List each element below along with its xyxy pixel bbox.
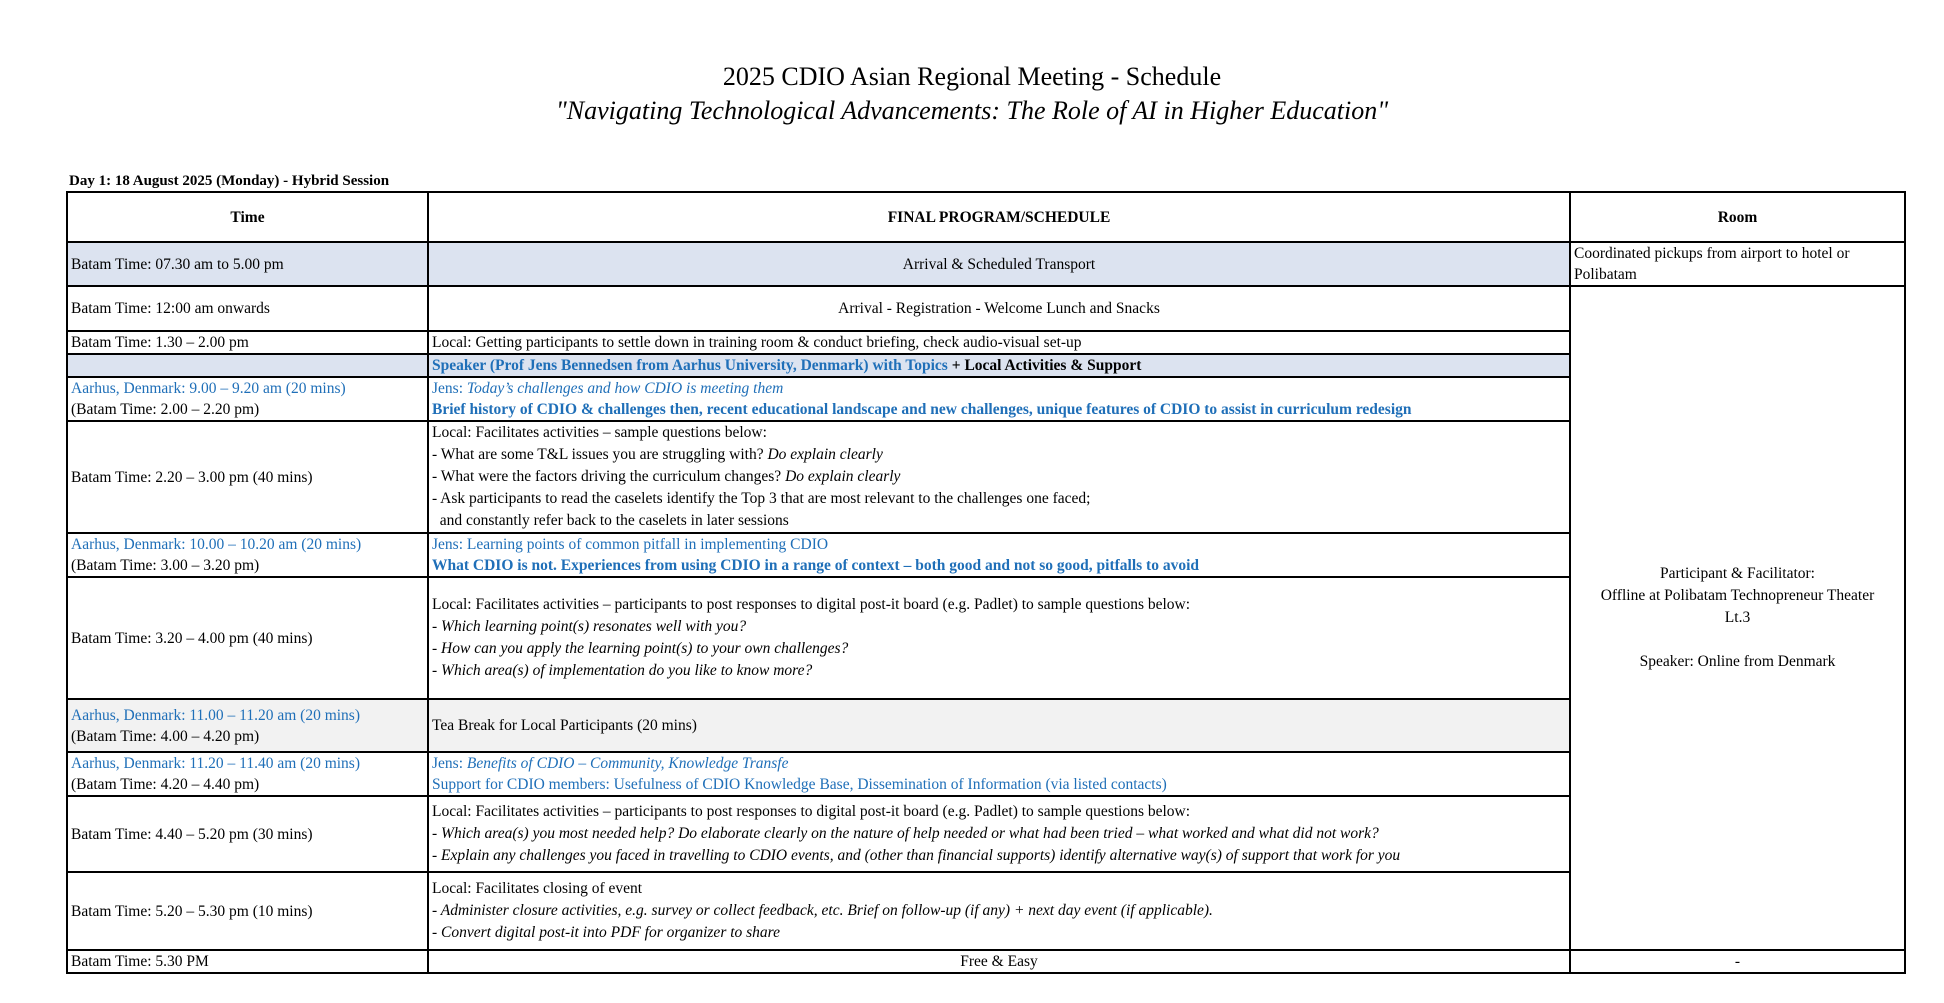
aarhus-time: Aarhus, Denmark: 11.00 – 11.20 am (20 mins) <box>71 706 360 724</box>
time-cell: Batam Time: 1.30 – 2.00 pm <box>67 331 428 354</box>
batam-time: (Batam Time: 3.00 – 3.20 pm) <box>71 557 260 574</box>
program-cell: Tea Break for Local Participants (20 mins) <box>428 699 1570 752</box>
room-line: Speaker: Online from Denmark <box>1639 653 1836 670</box>
room-cell: - <box>1570 950 1905 973</box>
column-header-program: FINAL PROGRAM/SCHEDULE <box>428 192 1570 242</box>
activity-question: and constantly refer back to the caselets in later sessions <box>432 512 789 529</box>
program-cell: Free & Easy <box>428 950 1570 973</box>
batam-time: (Batam Time: 2.00 – 2.20 pm) <box>71 401 260 418</box>
program-cell <box>428 577 1570 699</box>
time-cell: Batam Time: 3.20 – 4.00 pm (40 mins) <box>67 577 428 699</box>
program-cell <box>428 377 1570 421</box>
aarhus-time: Aarhus, Denmark: 10.00 – 10.20 am (20 mins) <box>71 536 362 553</box>
table-header-row <box>67 192 1905 242</box>
time-cell: Batam Time: 5.20 – 5.30 pm (10 mins) <box>67 872 428 950</box>
program-cell <box>428 872 1570 950</box>
table-row-free <box>67 950 1905 973</box>
time-cell <box>67 377 428 421</box>
day-label: Day 1: 18 August 2025 (Monday) - Hybrid Session <box>69 173 390 189</box>
batam-time: (Batam Time: 4.00 – 4.20 pm) <box>71 727 260 745</box>
batam-time: (Batam Time: 4.20 – 4.40 pm) <box>71 776 260 793</box>
activity-question: - Explain any challenges you faced in travelling to CDIO events, and (other than financial supports) identify alternative way(s) of support that work for you <box>432 847 1401 864</box>
program-cell <box>428 752 1570 796</box>
room-line: Lt.3 <box>1724 609 1751 626</box>
schedule-table <box>66 191 1906 974</box>
room-line: Participant & Facilitator: <box>1660 565 1815 582</box>
session-detail: Brief history of CDIO & challenges then, recent educational landscape and new challenges, unique features of CDIO to assist in curriculum redesign <box>432 401 1412 418</box>
table-row-arrival <box>67 242 1905 286</box>
time-cell: Batam Time: 4.40 – 5.20 pm (30 mins) <box>67 796 428 872</box>
aarhus-time: Aarhus, Denmark: 11.20 – 11.40 am (20 mins) <box>71 755 360 772</box>
activity-intro: Local: Facilitates closing of event <box>432 880 643 897</box>
program-cell: Arrival - Registration - Welcome Lunch and Snacks <box>428 286 1570 331</box>
activity-question: - Which area(s) of implementation do you like to know more? <box>432 662 813 679</box>
local-support-text: + Local Activities & Support <box>947 357 1142 374</box>
page-title: 2025 CDIO Asian Regional Meeting - Schedule <box>722 62 1222 91</box>
activity-question: - What are some T&L issues you are struggling with? Do explain clearly <box>432 446 883 463</box>
speaker-text: Speaker (Prof Jens Bennedsen from Aarhus University, Denmark) with Topics <box>432 357 948 374</box>
program-cell: Arrival & Scheduled Transport <box>428 242 1570 286</box>
room-cell-merged <box>1570 286 1905 950</box>
page-subtitle: "Navigating Technological Advancements: The Role of AI in Higher Education" <box>555 96 1389 125</box>
topic-title: Today’s challenges and how CDIO is meeting them <box>466 380 784 397</box>
activity-question: - Which area(s) you most needed help? Do elaborate clearly on the nature of help needed or what had been tried – what worked and what did not work? <box>432 825 1379 842</box>
aarhus-time: Aarhus, Denmark: 9.00 – 9.20 am (20 mins) <box>71 380 346 397</box>
session-detail: Support for CDIO members: Usefulness of CDIO Knowledge Base, Dissemination of Information (via listed contacts) <box>432 776 1167 793</box>
activity-question: - How can you apply the learning point(s) to your own challenges? <box>432 640 849 657</box>
time-cell <box>67 699 428 752</box>
activity-question: - Administer closure activities, e.g. survey or collect feedback, etc. Brief on follow-up (if any) + next day event (if applicable). <box>432 902 1213 919</box>
time-cell <box>67 752 428 796</box>
column-header-time: Time <box>67 192 428 242</box>
speaker-prefix: Jens: <box>432 755 467 772</box>
time-cell <box>67 354 428 377</box>
activity-question: - Which learning point(s) resonates well with you? <box>432 618 747 635</box>
column-header-room: Room <box>1570 192 1905 242</box>
time-cell <box>67 533 428 577</box>
program-cell <box>428 533 1570 577</box>
activity-question: - Ask participants to read the caselets identify the Top 3 that are most relevant to the challenges one faced; <box>432 490 1091 507</box>
activity-question: - What were the factors driving the curriculum changes? Do explain clearly <box>432 468 901 485</box>
room-line: Offline at Polibatam Technopreneur Theater <box>1600 587 1875 604</box>
time-cell: Batam Time: 12:00 am onwards <box>67 286 428 331</box>
activity-intro: Local: Facilitates activities – sample questions below: <box>432 424 767 441</box>
activity-question: - Convert digital post-it into PDF for organizer to share <box>432 924 781 941</box>
session-topic <box>432 753 1566 774</box>
program-cell: Local: Getting participants to settle down in training room & conduct briefing, check audio-visual set-up <box>428 331 1570 354</box>
topic-title: Benefits of CDIO – Community, Knowledge Transfe <box>466 755 789 772</box>
time-cell: Batam Time: 5.30 PM <box>67 950 428 973</box>
room-spacer <box>1574 629 1901 651</box>
program-cell <box>428 796 1570 872</box>
activity-intro: Local: Facilitates activities – participants to post responses to digital post-it board (e.g. Padlet) to sample questions below: <box>432 803 1191 820</box>
session-topic: Jens: Learning points of common pitfall in implementing CDIO <box>432 536 829 553</box>
speaker-prefix: Jens: <box>432 380 467 397</box>
table-row-registration <box>67 286 1905 331</box>
time-cell: Batam Time: 2.20 – 3.00 pm (40 mins) <box>67 421 428 533</box>
room-cell: Coordinated pickups from airport to hotel or Polibatam <box>1570 242 1905 286</box>
session-topic <box>432 378 1566 399</box>
program-cell <box>428 354 1570 377</box>
time-cell: Batam Time: 07.30 am to 5.00 pm <box>67 242 428 286</box>
session-detail: What CDIO is not. Experiences from using CDIO in a range of context – both good and not so good, pitfalls to avoid <box>432 557 1200 574</box>
program-cell <box>428 421 1570 533</box>
activity-intro: Local: Facilitates activities – participants to post responses to digital post-it board (e.g. Padlet) to sample questions below: <box>432 596 1191 613</box>
